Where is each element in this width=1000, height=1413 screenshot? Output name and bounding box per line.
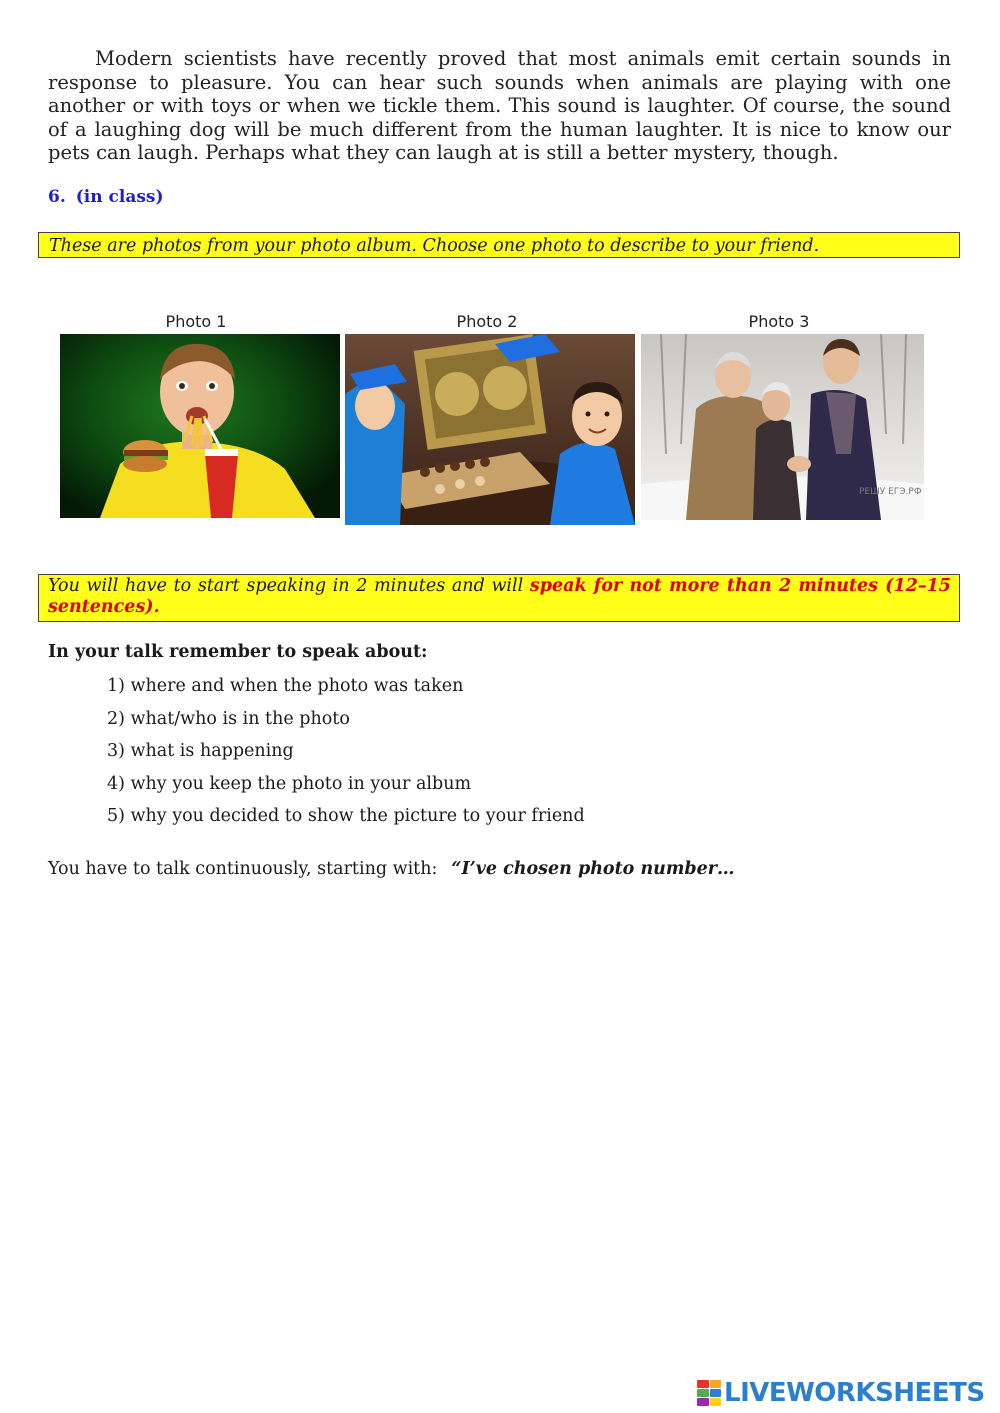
list-item: 3) what is happening bbox=[107, 741, 294, 762]
list-item: 2) what/who is in the photo bbox=[107, 708, 350, 729]
continue-instruction bbox=[48, 859, 735, 879]
photo-3-image bbox=[641, 334, 924, 520]
timing-box bbox=[38, 574, 960, 622]
instruction-text: These are photos from your photo album. Choose one photo to describe to your friend. bbox=[49, 236, 820, 256]
instruction-box bbox=[38, 232, 960, 258]
intro-paragraph: Modern scientists have recently proved that most animals emit certain sounds in response to pleasure. You can hear such sounds when animals are playing with one another or with toys or when we tickle them. This sound is laughter. Of course, the sound of a laughing dog will be much different from the human laughter. It is nice to know our pets can laugh. Perhaps what they can laugh at is still a better mystery, though. bbox=[48, 47, 951, 165]
boy-with-fast-food-illustration bbox=[60, 334, 340, 518]
photo-1-image bbox=[60, 334, 340, 518]
photo-3-label: Photo 3 bbox=[748, 312, 810, 331]
liveworksheets-logo[interactable] bbox=[697, 1378, 985, 1408]
list-item: 5) why you decided to show the picture to your friend bbox=[107, 806, 585, 827]
task-number: 6. bbox=[48, 187, 66, 207]
list-item: 4) why you keep the photo in your album bbox=[107, 773, 472, 794]
talk-title: In your talk remember to speak about: bbox=[48, 642, 428, 662]
photo-2-label: Photo 2 bbox=[456, 312, 518, 331]
photo-2-image bbox=[345, 334, 635, 525]
liveworksheets-logo-icon bbox=[697, 1380, 721, 1406]
photo-1-label: Photo 1 bbox=[165, 312, 227, 331]
talk-points-list bbox=[107, 674, 585, 837]
starting-phrase: “I’ve chosen photo number… bbox=[451, 859, 735, 879]
list-item: 1) where and when the photo was taken bbox=[107, 676, 464, 696]
timing-emphasis: speak for not more than 2 minutes (12–15 sentences). bbox=[48, 576, 951, 617]
photo-3-watermark: РЕШУ ЕГЭ.РФ bbox=[859, 487, 922, 497]
family-winter-illustration bbox=[641, 334, 924, 520]
task-label: (in class) bbox=[75, 187, 164, 207]
task-heading bbox=[48, 187, 164, 207]
liveworksheets-logo-text: LIVEWORKSHEETS bbox=[724, 1378, 985, 1408]
timing-text: You will have to start speaking in 2 minutes and will bbox=[48, 576, 530, 596]
children-chess-illustration bbox=[345, 334, 635, 525]
continue-text: You have to talk continuously, starting with: bbox=[48, 859, 438, 879]
